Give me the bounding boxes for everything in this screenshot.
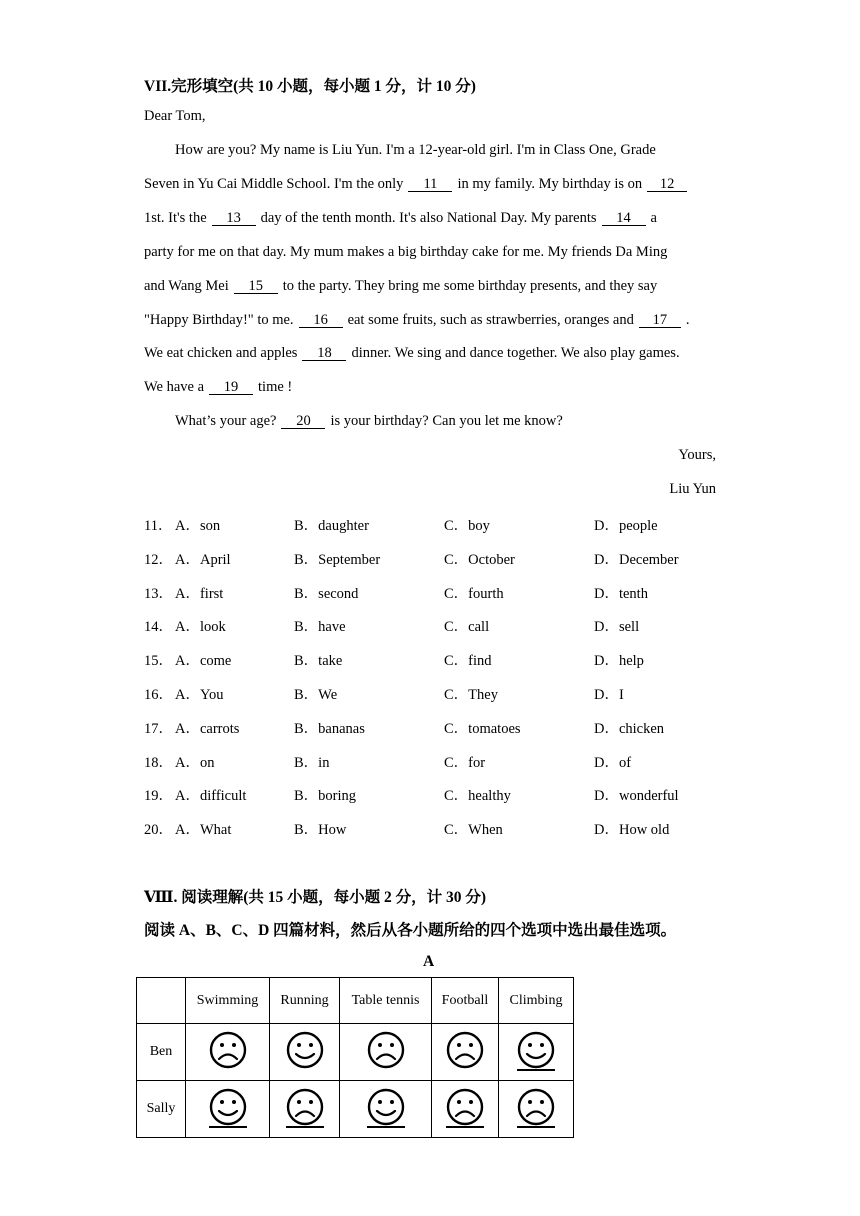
section-title-reading: Ⅷ. 阅读理解(共 15 小题，每小题 2 分，计 30 分) [144,889,487,906]
letter-line-3 [144,210,657,227]
blank-13: 13 [212,211,256,226]
letter-line-5 [144,278,657,295]
letter-line-9 [175,413,563,430]
happy-face-icon [204,1086,252,1132]
option-c: C．call [444,619,490,636]
sad-face-icon [204,1029,252,1075]
reading-instruction: 阅读 A、B、C、D 四篇材料，然后从各小题所给的四个选项中选出最佳选项。 [144,922,677,939]
option-b: B．take [294,653,343,670]
face-cell [186,1081,270,1138]
letter-text: We eat chicken and apples [144,345,298,361]
option-a: A．difficult [175,788,247,805]
option-a: A．look [175,619,226,636]
happy-face-icon [281,1029,329,1075]
option-c: C．find [444,653,492,670]
option-d: D．of [594,754,632,771]
letter-text: What’s your age? [175,413,277,429]
letter-text: and Wang Mei [144,278,229,294]
letter-line-8 [144,379,292,396]
option-c: C．for [444,754,486,771]
letter-line-2 [144,176,692,193]
option-a: A．come [175,653,232,670]
row-name: Sally [137,1081,186,1138]
letter-text: to the party. They bring me some birthday presents, and they say [282,278,658,294]
blank-17: 17 [639,313,681,328]
table-header-cell: Climbing [499,978,574,1024]
question-number: 18． [144,754,173,771]
table-header-cell: Swimming [186,978,270,1024]
letter-text: a [650,210,657,226]
face-cell [432,1081,499,1138]
option-b: B．September [294,551,381,568]
option-c: C．healthy [444,788,511,805]
face-cell [270,1081,340,1138]
option-b: B．How [294,822,347,839]
option-d: D．How old [594,822,670,839]
sports-preference-table [136,977,574,1138]
face-cell [340,1024,432,1081]
letter-text: in my family. My birthday is on [457,176,643,192]
face-cell [432,1024,499,1081]
question-number: 17． [144,720,173,737]
option-a: A．carrots [175,720,240,737]
option-a: A．What [175,822,232,839]
letter-text: We have a [144,379,205,395]
question-number: 13． [144,585,173,602]
table-header-cell [137,978,186,1024]
face-cell [499,1081,574,1138]
option-d: D．sell [594,619,640,636]
option-c: C．They [444,687,498,703]
face-cell [340,1081,432,1138]
happy-face-icon [512,1029,560,1075]
question-number: 20． [144,822,173,839]
option-a: A．son [175,518,221,534]
letter-text: time ! [258,379,293,395]
letter-line-6 [144,312,689,329]
face-cell [270,1024,340,1081]
question-number: 19． [144,788,173,805]
question-number: 14． [144,619,173,636]
option-c: C．boy [444,518,490,534]
option-c: C．fourth [444,585,504,602]
option-d: D．December [594,551,679,568]
option-a: A．first [175,585,224,602]
option-b: B．bananas [294,720,365,737]
letter-line-1 [175,142,656,159]
letter-text: "Happy Birthday!" to me. [144,312,294,328]
table-header-row [137,978,574,1024]
option-a: A．You [175,687,224,703]
section-title-cloze: VII.完形填空(共 10 小题，每小题 1 分，计 10 分) [144,78,476,95]
letter-text: is your birthday? Can you let me know? [330,413,563,429]
option-d: D．help [594,653,644,670]
table-row [137,1024,574,1081]
letter-text: dinner. We sing and dance together. We also play games. [351,345,680,361]
table-row [137,1081,574,1138]
letter-text: day of the tenth month. It's also National Day. My parents [260,210,597,226]
letter-text: Seven in Yu Cai Middle School. I'm the only [144,176,404,192]
row-name: Ben [137,1024,186,1081]
letter-line-4 [144,244,667,261]
option-a: A．April [175,551,231,568]
table-header-cell: Running [270,978,340,1024]
question-number: 11． [144,518,173,534]
blank-16: 16 [299,313,343,328]
question-number: 12． [144,551,173,568]
option-d: D．tenth [594,585,648,602]
blank-18: 18 [302,346,346,361]
blank-20: 20 [281,414,325,429]
passage-label: A [423,953,435,970]
option-b: B．boring [294,788,357,805]
option-a: A．on [175,754,215,771]
blank-19: 19 [209,380,253,395]
sad-face-icon [281,1086,329,1132]
letter-text: How are you? My name is Liu Yun. I'm a 12-year-old girl. I'm in Class One, Grade [175,142,656,158]
option-b: B．second [294,585,359,602]
letter-line-7 [144,345,680,362]
face-cell [186,1024,270,1081]
option-b: B．daughter [294,518,369,534]
table-header-cell: Table tennis [340,978,432,1024]
table-header-cell: Football [432,978,499,1024]
face-cell [499,1024,574,1081]
option-c: C．When [444,822,503,839]
letter-text: . [685,312,690,328]
sad-face-icon [441,1029,489,1075]
question-number: 15． [144,653,173,670]
sad-face-icon [362,1029,410,1075]
option-b: B．have [294,619,346,636]
letter-closing: Yours, [678,447,716,463]
question-number: 16． [144,687,173,703]
letter-greeting: Dear Tom, [144,108,206,124]
sad-face-icon [441,1086,489,1132]
letter-text: party for me on that day. My mum makes a big birthday cake for me. My friends Da Ming [144,244,668,260]
option-d: D．wonderful [594,788,679,805]
letter-text: 1st. It's the [144,210,207,226]
option-b: B．in [294,754,330,771]
option-d: D．I [594,687,624,703]
blank-14: 14 [602,211,646,226]
option-d: D．chicken [594,720,665,737]
letter-signature: Liu Yun [669,481,716,497]
letter-text: eat some fruits, such as strawberries, oranges and [347,312,634,328]
sad-face-icon [512,1086,560,1132]
blank-12: 12 [647,177,687,192]
blank-15: 15 [234,279,278,294]
option-c: C．tomatoes [444,720,521,737]
option-c: C．October [444,551,515,568]
happy-face-icon [362,1086,410,1132]
option-d: D．people [594,518,658,534]
blank-11: 11 [408,177,452,192]
option-b: B．We [294,687,338,703]
